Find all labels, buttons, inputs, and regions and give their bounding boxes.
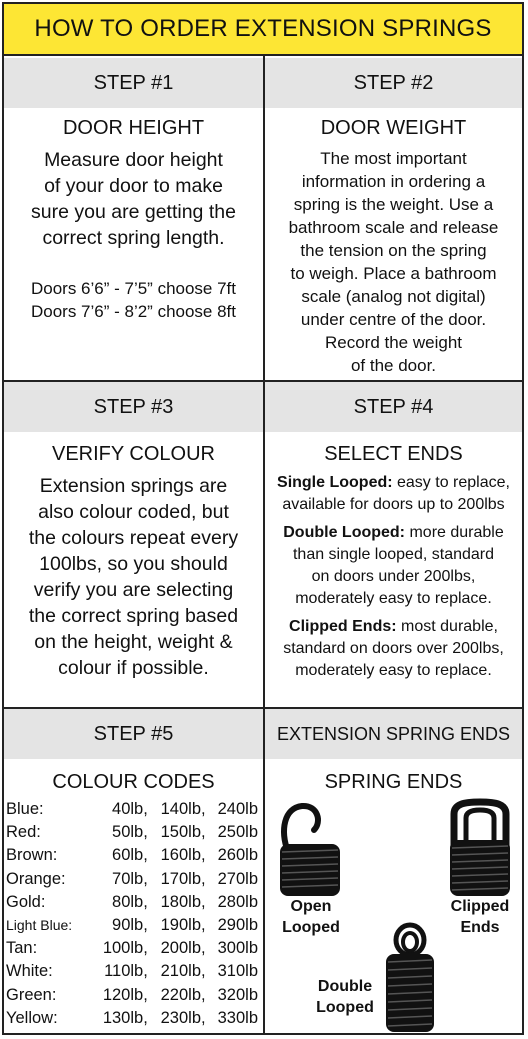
- end-clipped: [265, 616, 522, 682]
- open-looped-label: [274, 896, 348, 938]
- weight-value: 160lb,: [160, 846, 206, 865]
- text-line: bathroom scale and release: [288, 218, 499, 237]
- step-4-header: STEP #4: [265, 382, 522, 432]
- end-name: Single Looped:: [277, 474, 393, 491]
- weight-value: 230lb,: [160, 1008, 206, 1027]
- colour-name: Green:: [6, 985, 57, 1004]
- weight-value: 300lb: [217, 939, 258, 958]
- colour-codes-table: [6, 798, 258, 1030]
- weight-value: 100lb,: [102, 939, 148, 958]
- colour-row: [6, 937, 258, 960]
- text-line: than single looped, standard: [292, 546, 495, 563]
- colour-row: [6, 844, 258, 867]
- weight-value: 310lb: [217, 962, 258, 981]
- text-line: The most important: [320, 149, 467, 168]
- text-line: standard on doors over 200lbs,: [283, 640, 504, 657]
- text-line: easy to replace,: [392, 474, 510, 491]
- text-line: under centre of the door.: [300, 310, 487, 329]
- text-line: scale (analog not digital): [301, 287, 486, 306]
- colour-row: [6, 798, 258, 821]
- weight-value: 190lb,: [160, 916, 206, 935]
- label-line: Looped: [316, 999, 374, 1016]
- label-line: Ends: [460, 919, 500, 936]
- step-3-header: STEP #3: [4, 382, 263, 432]
- colour-name: Gold:: [6, 892, 46, 911]
- end-single-looped: [265, 472, 522, 516]
- weight-value: 50lb,: [112, 823, 148, 842]
- weight-value: 110lb,: [104, 962, 148, 981]
- weight-value: 130lb,: [102, 1008, 148, 1027]
- text-line: on the height, weight &: [34, 631, 233, 653]
- text-line: available for doors up to 200lbs: [282, 496, 505, 513]
- weight-value: 170lb,: [160, 869, 206, 888]
- colour-name: Yellow:: [6, 1008, 58, 1027]
- colour-row: [6, 868, 258, 891]
- text-line: spring is the weight. Use a: [293, 195, 494, 214]
- text-line: information in ordering a: [301, 172, 486, 191]
- colour-name: Red:: [6, 823, 41, 842]
- label-line: Looped: [282, 919, 340, 936]
- weight-value: 260lb: [217, 846, 258, 865]
- spring-ends-title: SPRING ENDS: [324, 771, 463, 793]
- colour-name: White:: [6, 962, 53, 981]
- step-1-title: DOOR HEIGHT: [62, 117, 205, 139]
- text-line: more durable: [405, 524, 504, 541]
- text-line: Extension springs are: [39, 475, 228, 497]
- weight-value: 120lb,: [102, 985, 148, 1004]
- double-looped-label: [308, 976, 382, 1018]
- step-1-text: [4, 147, 263, 251]
- step-5-header: STEP #5: [4, 709, 263, 759]
- colour-name: Light Blue:: [6, 917, 73, 934]
- text-line: Measure door height: [44, 149, 223, 171]
- colour-row: [6, 960, 258, 983]
- weight-value: 200lb,: [160, 939, 206, 958]
- clipped-ends-spring-icon: [444, 800, 516, 900]
- text-line: Record the weight: [324, 333, 463, 352]
- weight-value: 320lb: [217, 985, 258, 1004]
- colour-name: Tan:: [6, 939, 38, 958]
- weight-value: 220lb,: [160, 985, 206, 1004]
- label-line: Open: [290, 898, 332, 915]
- weight-value: 60lb,: [112, 846, 148, 865]
- weight-value: 270lb: [217, 869, 258, 888]
- colour-row: [6, 891, 258, 914]
- colour-row: [6, 821, 258, 844]
- text-line: to weigh. Place a bathroom: [290, 264, 497, 283]
- step-2-title: DOOR WEIGHT: [320, 117, 467, 139]
- colour-row: [6, 1007, 258, 1030]
- double-looped-spring-icon: [380, 922, 440, 1034]
- step-4-text: [265, 472, 522, 682]
- colour-row: [6, 914, 258, 937]
- text-line: of your door to make: [44, 175, 223, 197]
- order-guide-frame: [2, 2, 524, 1035]
- step-5-title: COLOUR CODES: [52, 771, 215, 793]
- step-3-text: [4, 473, 263, 681]
- step-2-text: [265, 147, 522, 377]
- weight-value: 40lb,: [112, 800, 148, 818]
- end-name: Clipped Ends:: [289, 618, 397, 635]
- text-line: 100lbs, so you should: [39, 553, 228, 575]
- step-1-header: STEP #1: [4, 58, 263, 108]
- label-line: Clipped: [450, 898, 510, 915]
- text-line: colour if possible.: [58, 657, 209, 679]
- step-4-title: SELECT ENDS: [324, 443, 463, 465]
- text-line: sure you are getting the: [31, 201, 236, 223]
- text-line: the tension on the spring: [300, 241, 487, 260]
- label-line: Double: [317, 978, 373, 995]
- text-line: the correct spring based: [28, 605, 239, 627]
- end-name: Double Looped:: [283, 524, 406, 541]
- colour-row: [6, 984, 258, 1007]
- weight-value: 240lb: [217, 800, 258, 818]
- text-line: the colours repeat every: [28, 527, 239, 549]
- text-line: correct spring length.: [42, 227, 225, 249]
- colour-name: Brown:: [6, 846, 58, 865]
- step-2-header: STEP #2: [265, 58, 522, 108]
- page-title: HOW TO ORDER EXTENSION SPRINGS: [4, 4, 522, 56]
- step-1-notes: [4, 277, 263, 323]
- text-line: moderately easy to replace.: [295, 662, 492, 679]
- height-note: Doors 7’6” - 8’2” choose 8ft: [30, 302, 237, 321]
- step-3-title: VERIFY COLOUR: [52, 443, 215, 465]
- weight-value: 140lb,: [160, 800, 206, 818]
- weight-value: 280lb: [217, 892, 258, 911]
- text-line: verify you are selecting: [33, 579, 234, 601]
- end-double-looped: [265, 522, 522, 610]
- weight-value: 290lb: [217, 916, 258, 935]
- spring-ends-header: EXTENSION SPRING ENDS: [265, 709, 522, 759]
- weight-value: 180lb,: [160, 892, 206, 911]
- weight-value: 330lb: [217, 1008, 258, 1027]
- text-line: on doors under 200lbs,: [311, 568, 476, 585]
- weight-value: 90lb,: [112, 916, 148, 935]
- text-line: most durable,: [396, 618, 498, 635]
- colour-name: Blue:: [6, 800, 44, 818]
- clipped-ends-label: [440, 896, 520, 938]
- weight-value: 250lb: [217, 823, 258, 842]
- weight-value: 70lb,: [112, 869, 148, 888]
- open-looped-spring-icon: [274, 800, 344, 900]
- colour-name: Orange:: [6, 869, 66, 888]
- weight-value: 210lb,: [160, 962, 206, 981]
- weight-value: 150lb,: [160, 823, 206, 842]
- text-line: also colour coded, but: [38, 501, 229, 523]
- weight-value: 80lb,: [112, 892, 148, 911]
- text-line: of the door.: [350, 356, 437, 375]
- text-line: moderately easy to replace.: [295, 590, 492, 607]
- height-note: Doors 6’6” - 7’5” choose 7ft: [30, 279, 237, 298]
